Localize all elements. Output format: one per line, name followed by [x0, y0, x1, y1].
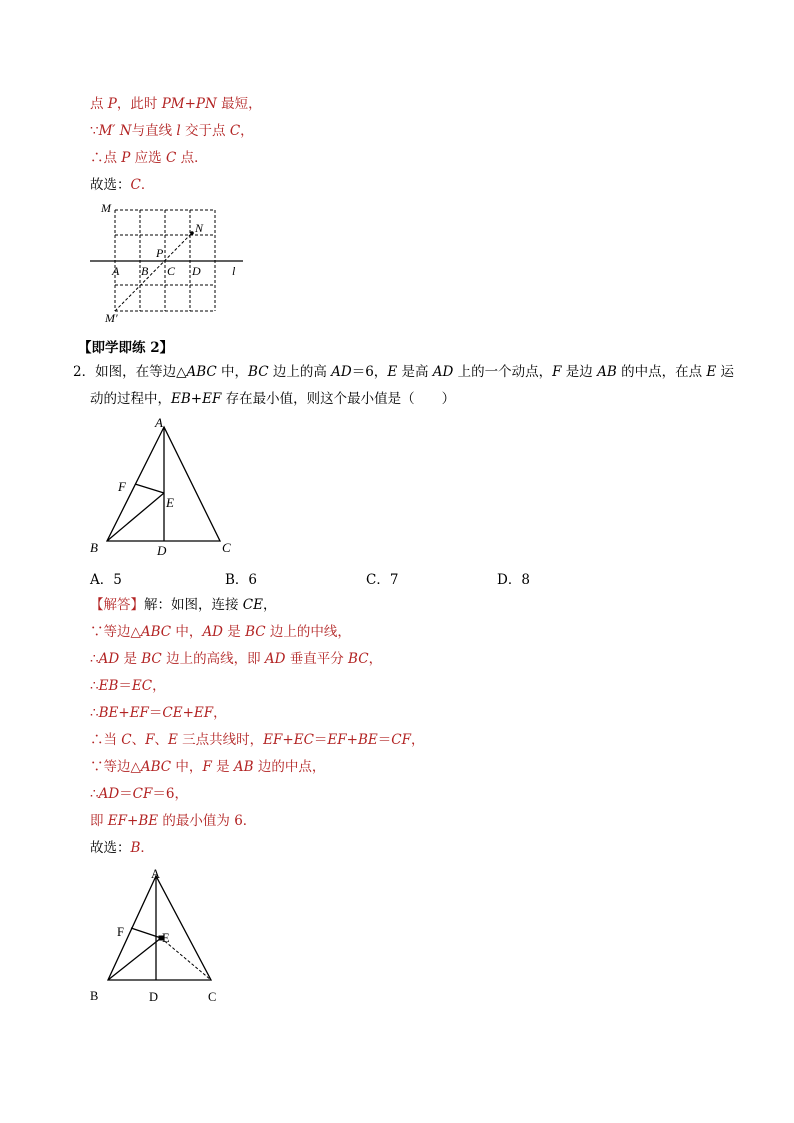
text: + — [184, 96, 196, 112]
answer-line6 — [90, 730, 424, 750]
text: BC — [141, 651, 162, 667]
text: AB — [597, 364, 617, 380]
text: C — [130, 177, 141, 193]
text: ＝ — [119, 786, 133, 802]
text: + — [346, 732, 358, 748]
text: 是 — [211, 759, 234, 775]
label-D: D — [149, 990, 159, 1004]
text: BE — [138, 813, 159, 829]
label-A: A — [155, 415, 163, 430]
option-a: A．5 — [90, 572, 122, 588]
text: ． — [140, 840, 154, 856]
text: + — [182, 705, 194, 721]
text: F — [552, 364, 562, 380]
label-M: M — [101, 201, 111, 215]
triangle-figure — [85, 413, 245, 563]
label-B: B — [141, 264, 149, 278]
label-M-prime: M′ — [105, 311, 118, 325]
text: P — [121, 150, 131, 166]
text: ＝ — [148, 705, 163, 721]
option-b: B．6 — [225, 572, 258, 588]
text: 上的一个动点， — [453, 364, 553, 380]
text: ，此时 — [116, 96, 162, 112]
text: 中， — [171, 759, 203, 775]
label-A: A — [151, 867, 161, 881]
label-P: P — [156, 246, 164, 260]
text: ∴ — [90, 651, 99, 667]
text: 运 — [716, 364, 735, 380]
answer-tag: 【解答】 — [90, 597, 144, 613]
text: PM — [161, 96, 185, 112]
text: AD — [331, 364, 352, 380]
text: 最短， — [216, 96, 262, 112]
text: 即 — [90, 813, 108, 829]
label-E: E — [166, 495, 174, 510]
answer-line8 — [90, 784, 188, 804]
text: 是边 — [561, 364, 598, 380]
text: 的中点，在点 — [616, 364, 707, 380]
text: ＝6， — [152, 786, 188, 802]
text: ＝ — [118, 678, 132, 694]
text: AB — [233, 759, 254, 775]
text: EF — [129, 705, 149, 721]
text: EC — [293, 732, 314, 748]
text: EF — [193, 705, 214, 721]
text: BC — [245, 624, 266, 640]
label-C: C — [208, 990, 217, 1004]
text: ， — [213, 705, 227, 721]
text: ＝6， — [351, 364, 388, 380]
text: ． — [140, 177, 155, 193]
label-C: C — [222, 540, 231, 555]
text: B — [130, 840, 141, 856]
text: CF — [391, 732, 411, 748]
text: C — [229, 123, 241, 139]
text: ， — [368, 651, 383, 667]
label-D: D — [157, 543, 167, 558]
text: 与直线 — [131, 123, 177, 139]
answer-line9 — [90, 811, 256, 831]
text: BC — [248, 364, 269, 380]
text: 三点共线时， — [177, 732, 264, 748]
text: PN — [195, 96, 217, 112]
solution1-line3 — [90, 148, 208, 168]
text: 动的过程中， — [90, 391, 171, 407]
text: EB — [171, 391, 191, 407]
text: 是 — [119, 651, 142, 667]
question-line2 — [90, 389, 455, 409]
text: 如图，在等边△ — [95, 364, 187, 380]
text: 故选： — [90, 840, 131, 856]
text: 交于点 — [180, 123, 230, 139]
text: CE — [242, 597, 263, 613]
answer-line2 — [90, 622, 351, 642]
solution1-line4 — [90, 175, 154, 195]
solution1-line2 — [90, 121, 254, 141]
text: BC — [348, 651, 369, 667]
label-F: F — [117, 925, 124, 939]
answer-line5 — [90, 703, 227, 723]
text: F — [202, 759, 212, 775]
text: F — [145, 732, 155, 748]
text: 边的中点， — [253, 759, 326, 775]
text: BE — [98, 705, 119, 721]
text: ∵ — [90, 123, 99, 139]
text: 边上的高 — [268, 364, 332, 380]
answer-line3 — [90, 649, 382, 669]
text: CF — [132, 786, 153, 802]
text: 、 — [131, 732, 146, 748]
text: AD — [432, 364, 454, 380]
text: + — [118, 705, 130, 721]
solution1-line1 — [90, 94, 262, 114]
text: AD — [98, 786, 120, 802]
label-C: C — [167, 264, 176, 278]
label-l: l — [232, 264, 236, 278]
text: 边上的高线，即 — [161, 651, 265, 667]
text: 、 — [154, 732, 169, 748]
text: 的最小值为 6． — [158, 813, 257, 829]
label-E: E — [162, 931, 170, 945]
text: 是高 — [397, 364, 433, 380]
text: C — [121, 732, 132, 748]
label-A: A — [112, 264, 120, 278]
text: 点 — [90, 96, 108, 112]
answer-line10 — [90, 838, 154, 858]
text: ABC — [140, 759, 172, 775]
text: + — [127, 813, 139, 829]
text: E — [706, 364, 717, 380]
text: ∴ — [90, 786, 99, 802]
text: EF — [202, 391, 222, 407]
text: ∵等边△ — [90, 624, 141, 640]
text: AD — [202, 624, 224, 640]
label-D: D — [192, 264, 201, 278]
text: ， — [410, 732, 425, 748]
answer-line1 — [90, 595, 276, 615]
text: AD — [264, 651, 286, 667]
text: l — [176, 123, 181, 139]
text: 解：如图，连接 — [144, 597, 243, 613]
text: ∴ — [90, 678, 99, 694]
option-d: D．8 — [497, 572, 530, 588]
triangle-solution-figure — [85, 862, 235, 1012]
text: BE — [357, 732, 378, 748]
text: ＝ — [377, 732, 392, 748]
text: 中， — [171, 624, 203, 640]
question-line1 — [73, 362, 734, 382]
text: CE — [162, 705, 183, 721]
text: AD — [98, 651, 120, 667]
text: ＝ — [313, 732, 328, 748]
text: ∵等边△ — [90, 759, 141, 775]
text: ， — [152, 678, 166, 694]
text: EF — [107, 813, 128, 829]
text: 存在最小值，则这个最小值是（ ） — [221, 391, 456, 407]
text: 是 — [223, 624, 246, 640]
text: ， — [240, 123, 254, 139]
option-c: C．7 — [366, 572, 399, 588]
text: E — [387, 364, 398, 380]
answer-line4 — [90, 676, 166, 696]
text: ∴ — [90, 705, 99, 721]
label-B: B — [90, 989, 99, 1003]
label-B: B — [90, 540, 98, 555]
label-N: N — [195, 221, 204, 235]
text: ， — [262, 597, 277, 613]
text: 垂直平分 — [285, 651, 349, 667]
text: + — [190, 391, 203, 407]
text: E — [168, 732, 178, 748]
grid-figure — [85, 198, 255, 326]
text: 中， — [216, 364, 249, 380]
text: EF — [327, 732, 347, 748]
label-F: F — [118, 479, 126, 494]
text: 点． — [176, 150, 208, 166]
text: + — [282, 732, 294, 748]
text: 故选： — [90, 177, 131, 193]
text: P — [107, 96, 117, 112]
text: EB — [98, 678, 119, 694]
text: ABC — [140, 624, 172, 640]
text: ∴点 — [90, 150, 122, 166]
answer-line7 — [90, 757, 325, 777]
question-number: 2． — [73, 364, 96, 380]
text: EC — [131, 678, 153, 694]
text: C — [165, 150, 177, 166]
section-title: 【即学即练 2】 — [78, 340, 174, 356]
text: ABC — [186, 364, 217, 380]
text: M′ N — [98, 123, 132, 139]
text: ∴当 — [90, 732, 122, 748]
text: 应选 — [130, 150, 166, 166]
text: EF — [263, 732, 283, 748]
text: 边上的中线， — [265, 624, 351, 640]
